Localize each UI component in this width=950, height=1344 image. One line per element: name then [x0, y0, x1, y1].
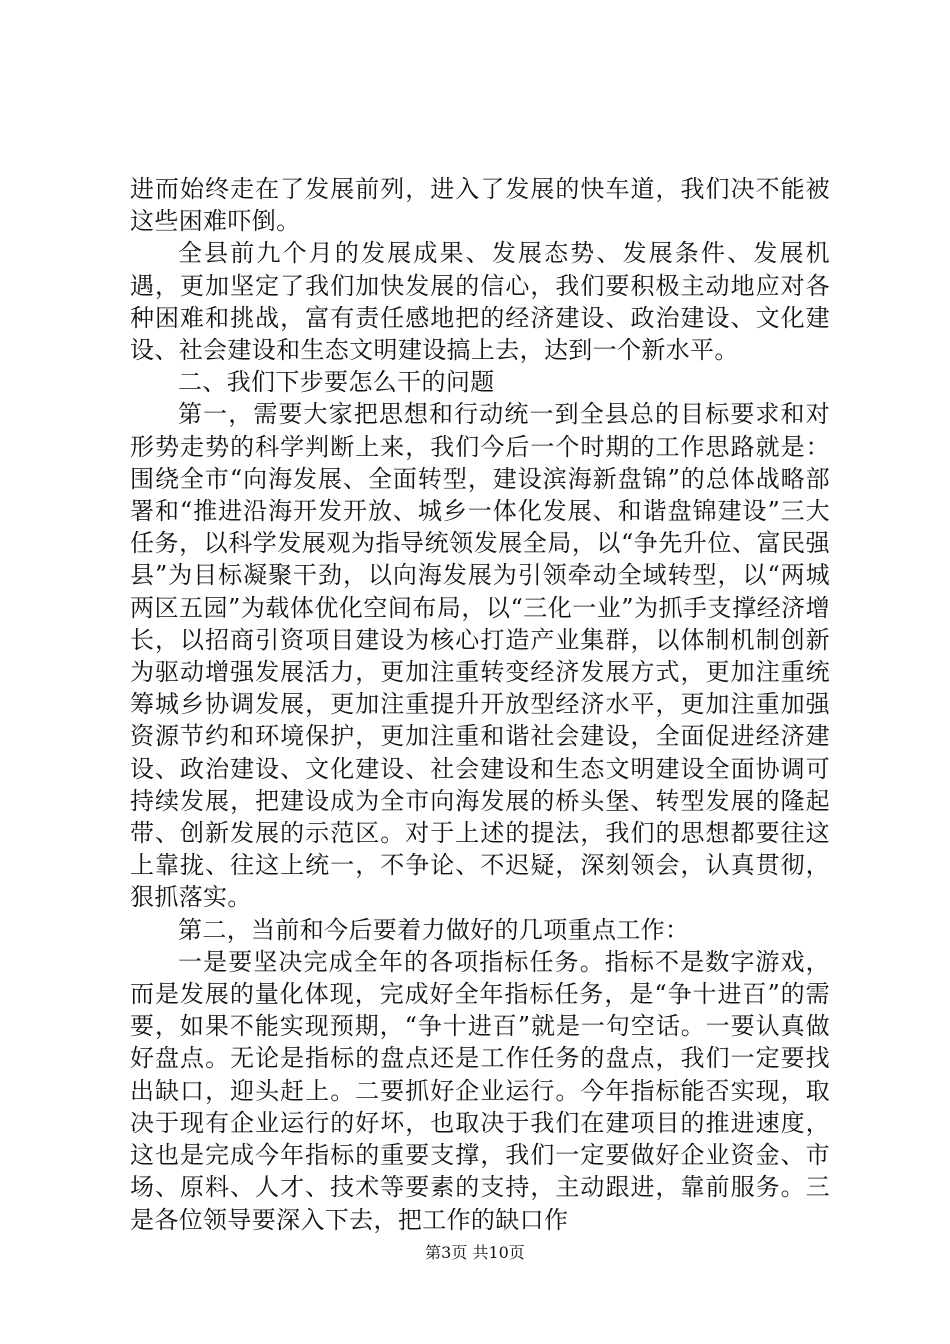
page-footer: 第3页 共10页 — [425, 1243, 525, 1262]
paragraph-second-point: 第二，当前和今后要着力做好的几项重点工作： — [178, 915, 690, 944]
document-body — [130, 173, 830, 1236]
section-heading-2: 二、我们下步要怎么干的问题 — [178, 368, 495, 397]
paragraph-first-point: 第一，需要大家把思想和行动统一到全县总的目标要求和对形势走势的科学判断上来，我们今后一个时期的工作思路就是：围绕全市“向海发展、全面转型，建设滨海新盘锦”的总体战略部署和“推进沿海开发开放、城乡一体化发展、和谐盘锦建设”三大任务，以科学发展观为指导统领发展全局，以“争先升位、富民强县”为目标凝聚干劲，以向海发展为引领牵动全域转型，以“两城两区五园”为载体优化空间布局，以“三化一业”为抓手支撑经济增长，以招商引资项目建设为核心打造产业集群，以体制机制创新为驱动增强发展活力，更加注重转变经济发展方式，更加注重统筹城乡协调发展，更加注重提升开放型经济水平，更加注重加强资源节约和环境保护，更加注重和谐社会建设，全面促进经济建设、政治建设、文化建设、社会建设和生态文明建设全面协调可持续发展，把建设成为全市向海发展的桥头堡、转型发展的隆起带、创新发展的示范区。对于上述的提法，我们的思想都要往这上靠拢、往这上统一，不争论、不迟疑，深刻领会，认真贯彻，狠抓落实。 — [130, 400, 830, 912]
paragraph-2: 全县前九个月的发展成果、发展态势、发展条件、发展机遇，更加坚定了我们加快发展的信心，我们要积极主动地应对各种困难和挑战，富有责任感地把的经济建设、政治建设、文化建设、社会建设和生态文明建设搞上去，达到一个新水平。 — [130, 239, 830, 365]
paragraph-1: 进而始终走在了发展前列，进入了发展的快车道，我们决不能被这些困难吓倒。 — [130, 175, 830, 236]
paragraph-task-one: 一是要坚决完成全年的各项指标任务。指标不是数字游戏，而是发展的量化体现，完成好全年指标任务，是“争十进百”的需要，如果不能实现预期，“争十进百”就是一句空话。一要认真做好盘点。无论是指标的盘点还是工作任务的盘点，我们一定要找出缺口，迎头赶上。二要抓好企业运行。今年指标能否实现，取决于现有企业运行的好坏，也取决于我们在建项目的推进速度，这也是完成今年指标的重要支撑，我们一定要做好企业资金、市场、原料、人才、技术等要素的支持，主动跟进，靠前服务。三是各位领导要深入下去，把工作的缺口作 — [130, 947, 830, 1234]
